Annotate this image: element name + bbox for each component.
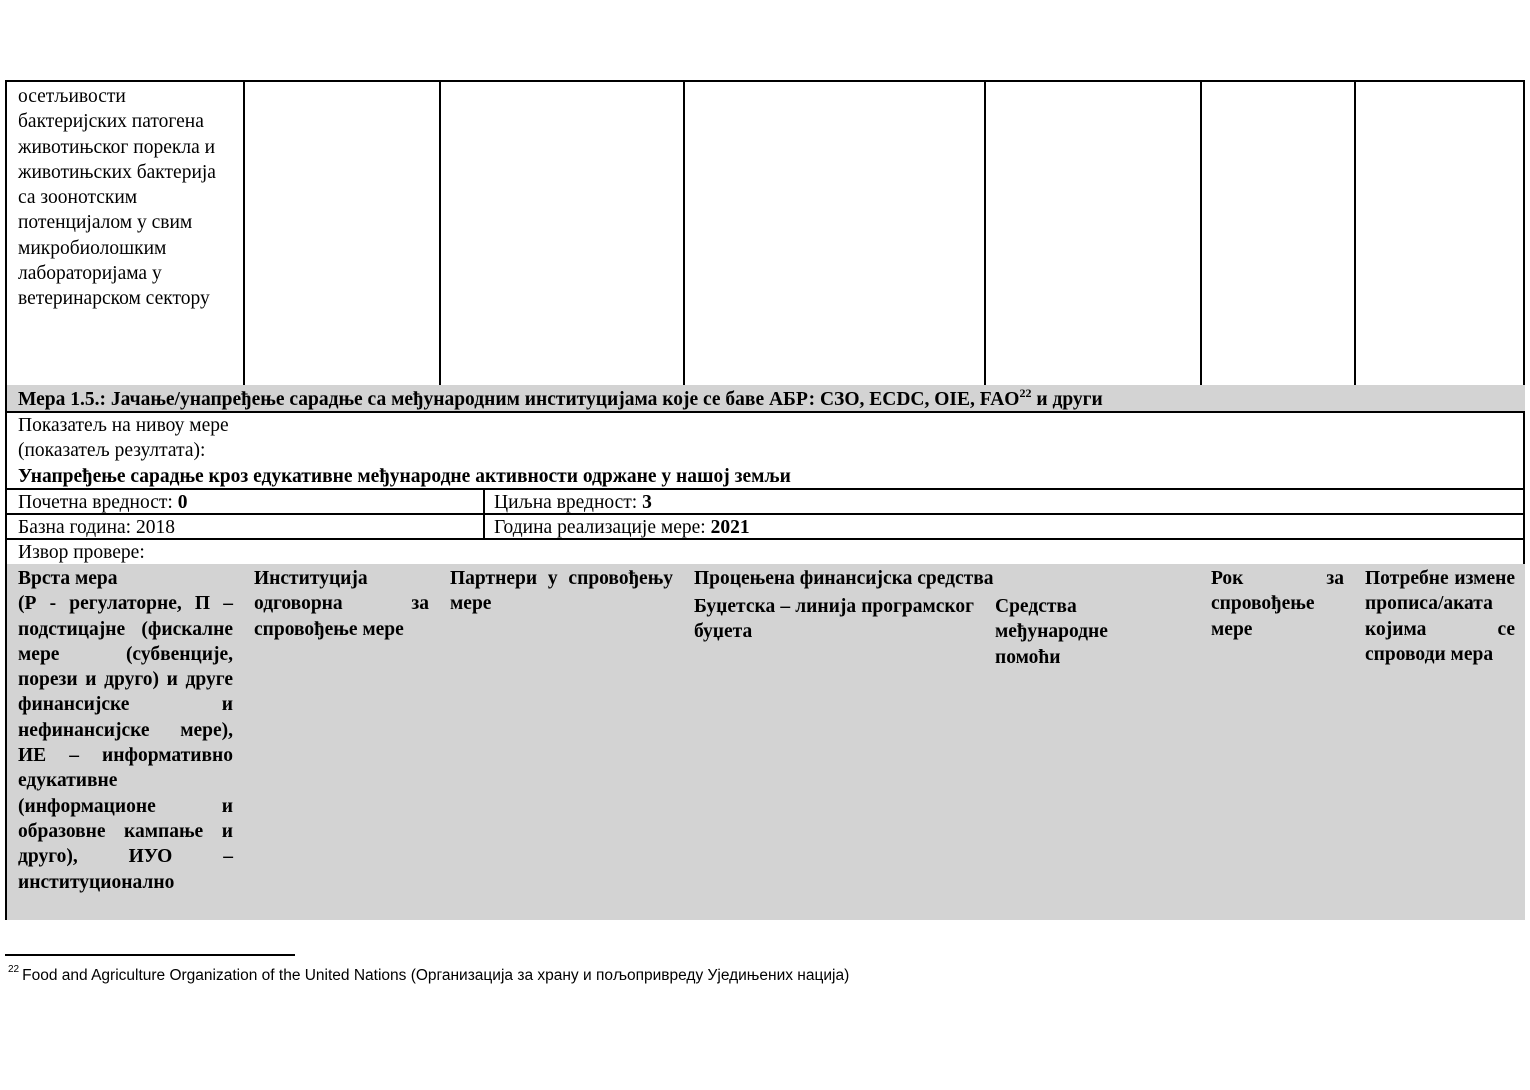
header-col6 <box>1354 564 1525 920</box>
top-row-col6 <box>1200 82 1356 387</box>
realization-year-cell <box>483 513 1525 540</box>
measure-footnote-ref: 22 <box>1019 385 1032 400</box>
header-col4a <box>683 591 986 920</box>
measure-title: Мера 1.5.: Јачање/унапређење сарадње са међународним институцијама које се баве АБР: СЗО, ECDC, OIE, FAO <box>18 389 1020 410</box>
top-row-col2 <box>243 82 441 387</box>
top-row-col1 <box>7 82 245 387</box>
source-label: Извор провере: <box>18 542 145 563</box>
header-col5-text: Рок за спровођење мере <box>1211 568 1344 640</box>
top-row-col5 <box>984 82 1202 387</box>
header-col2-text: Институција одговорна за спровођење мере <box>254 568 429 640</box>
base-year-label: Базна година: 2018 <box>18 517 175 538</box>
realization-year-value: 2021 <box>710 517 750 538</box>
measure-title-tail: и други <box>1031 389 1103 410</box>
header-col3-text: Партнери у спровођењу мере <box>450 568 673 615</box>
indicator-line-2: (показатељ резултата): <box>18 440 206 462</box>
top-row-col4 <box>683 82 986 387</box>
top-row-col7 <box>1354 82 1525 387</box>
target-value: 3 <box>642 492 652 513</box>
indicator-line-1: Показатељ на нивоу мере <box>18 415 229 436</box>
footnote-text: Food and Agriculture Organization of the United Nations (Организација за храну и пољопривреду Уједињених нација) <box>22 967 850 984</box>
header-col2 <box>243 564 441 920</box>
header-col4 <box>683 564 1204 593</box>
base-year-cell <box>7 513 485 540</box>
header-col6-text: Потребне измене прописа/аката којима се спроводи мера <box>1365 568 1515 665</box>
start-value: 0 <box>177 492 188 513</box>
header-col5 <box>1200 564 1356 920</box>
top-row-col3 <box>439 82 685 387</box>
target-value-label: Циљна вредност: <box>494 492 643 513</box>
header-col4-text: Процењена финансијска средства <box>694 568 994 589</box>
target-value-cell <box>483 488 1525 515</box>
footnote-separator <box>5 954 295 956</box>
footnote <box>8 963 850 986</box>
header-col1-body: (Р - регулаторне, П – подстицајне (фискалне мере (субвенције, порези и друго) и друге финансијске и нефинансијске мере), ИЕ – информативно едукативне (информационе и образовне кампање и друго), ИУО – институционално <box>18 593 233 893</box>
source-cell <box>7 538 1525 566</box>
header-col4b <box>984 591 1202 920</box>
indicator-row <box>7 411 1525 490</box>
header-col1 <box>7 564 245 920</box>
measures-table <box>5 80 1525 920</box>
footnote-number: 22 <box>8 963 20 975</box>
indicator-line-3: Унапређење сарадње кроз едукативне међународне активности одржане у нашој земљи <box>18 465 791 487</box>
top-row-col1-text: осетљивости бактеријских патогена животињског порекла и животињских бактерија са зоонотским потенцијалом у свим микробиолошким лабораторијама у ветеринарском сектору <box>18 86 216 310</box>
start-value-label: Почетна вредност: <box>18 492 178 513</box>
header-col4a-text: Буџетска – линија програмског буџета <box>694 596 974 643</box>
measure-title-row <box>7 385 1525 413</box>
header-col3 <box>439 564 685 920</box>
header-col4b-text: Средства међународне помоћи <box>995 596 1108 668</box>
header-col1-title: Врста мера <box>18 568 118 589</box>
start-value-cell <box>7 488 485 515</box>
realization-year-label: Година реализације мере: <box>494 517 711 538</box>
